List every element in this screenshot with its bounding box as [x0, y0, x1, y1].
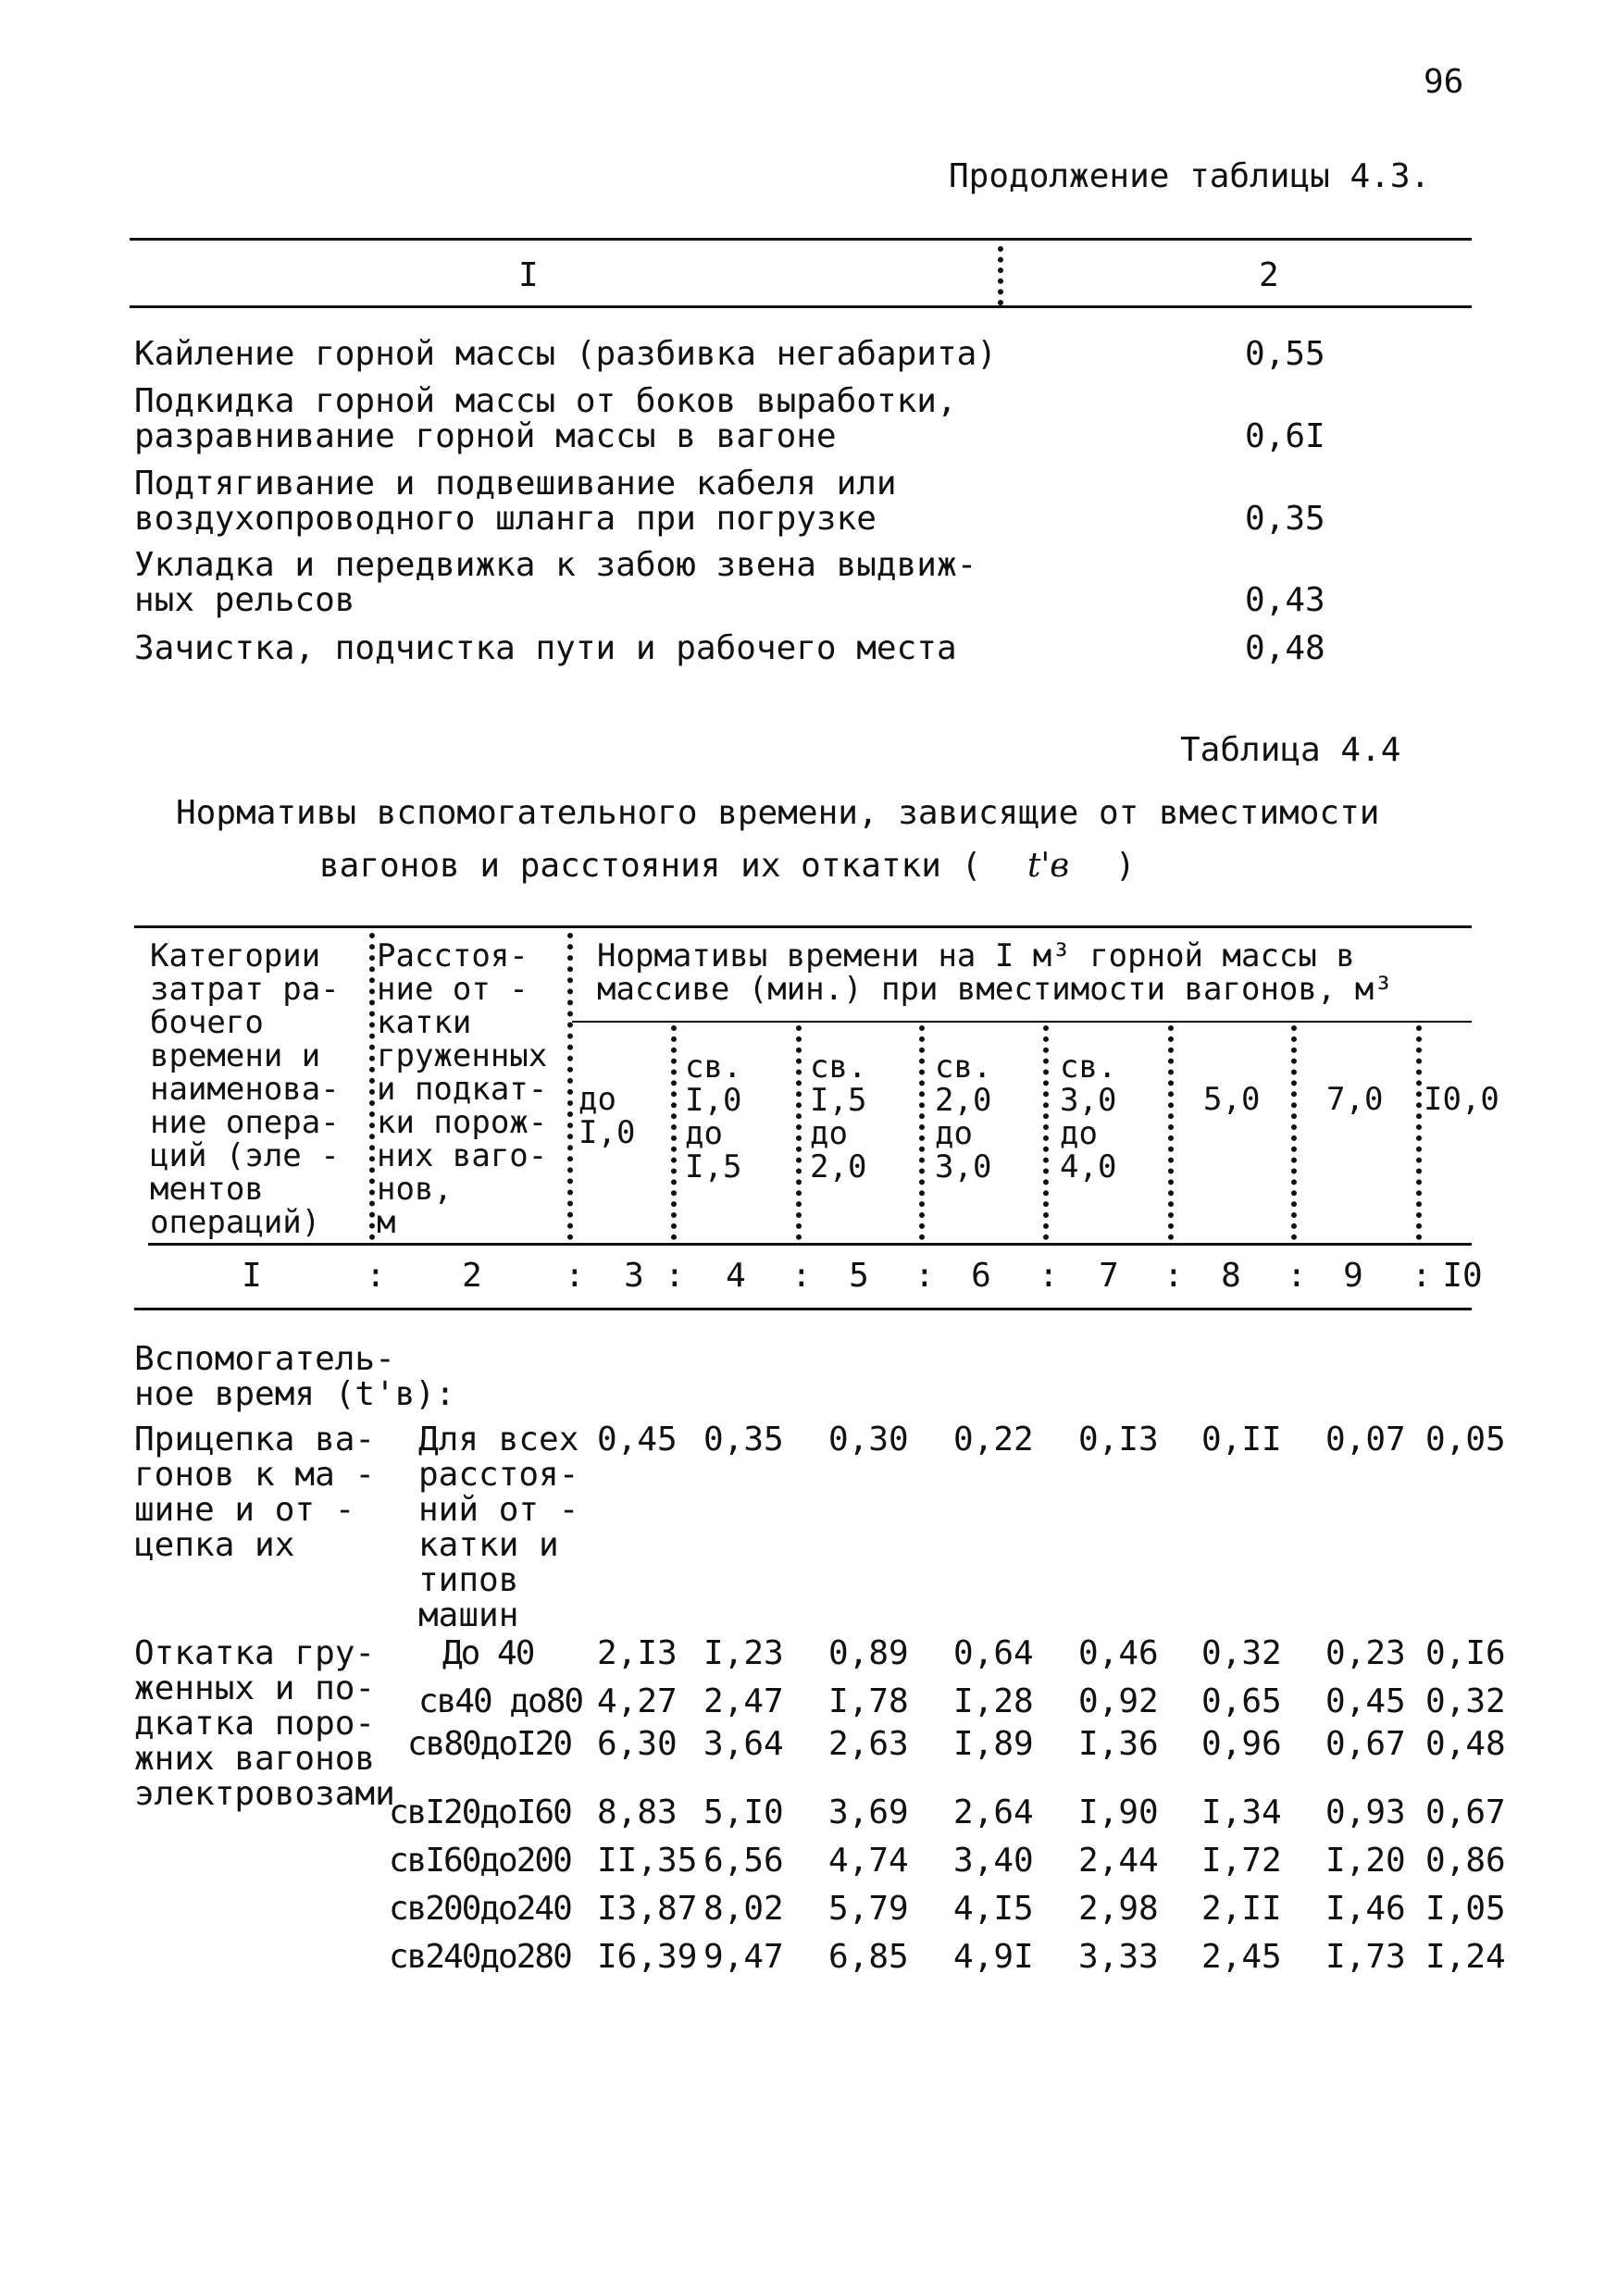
table-cell: 0,67 — [1325, 1725, 1406, 1763]
row-distance: св40 до80 — [418, 1682, 583, 1720]
table43-row-label: Укладка и передвижка к забою звена выдвиж- ных рельсов — [134, 546, 977, 619]
header-divider-7 — [1168, 1025, 1174, 1240]
table-cell: 2,98 — [1078, 1890, 1159, 1928]
table-cell: 4,74 — [828, 1842, 909, 1880]
table-cell: 4,27 — [597, 1682, 678, 1720]
row-distance: св80доI20 — [407, 1725, 572, 1763]
header-capacity-2: св. I,0 до I,5 — [685, 1049, 742, 1185]
table-cell: II,35 — [597, 1842, 698, 1880]
table-cell: 5,79 — [828, 1890, 909, 1928]
table-cell: 0,89 — [828, 1634, 909, 1672]
table-cell: 0,30 — [828, 1421, 909, 1458]
table43-header-col1: I — [518, 256, 539, 294]
table-cell: 0,45 — [1325, 1682, 1406, 1720]
table-cell: I,24 — [1425, 1938, 1506, 1976]
table-cell: I6,39 — [597, 1938, 698, 1976]
colon-separator: : — [1039, 1257, 1059, 1295]
colon-separator: : — [914, 1257, 935, 1295]
title-close: ) — [1114, 847, 1136, 885]
table-cell: 3,33 — [1078, 1938, 1159, 1976]
table-cell: 6,30 — [597, 1725, 678, 1763]
table-cell: 0,96 — [1201, 1725, 1282, 1763]
table-cell: 0,45 — [597, 1421, 678, 1458]
table-cell: 2,63 — [828, 1725, 909, 1763]
table43-row-label: Подтягивание и подвешивание кабеля или воздухопроводного шланга при погрузке — [134, 465, 897, 538]
header-group-rule — [572, 1021, 1472, 1023]
column-number: 2 — [462, 1257, 482, 1295]
page-number: 96 — [1424, 63, 1464, 101]
table-cell: I,73 — [1325, 1938, 1406, 1976]
table-cell: 8,02 — [703, 1890, 784, 1928]
table-cell: 0,32 — [1425, 1682, 1506, 1720]
column-number: 9 — [1343, 1257, 1363, 1295]
table-cell: 0,46 — [1078, 1634, 1159, 1672]
table-cell: 3,40 — [953, 1842, 1034, 1880]
table-cell: I,23 — [703, 1634, 784, 1672]
column-number: 7 — [1099, 1257, 1119, 1295]
table-cell: I,36 — [1078, 1725, 1159, 1763]
column-number: 3 — [624, 1257, 644, 1295]
table-cell: 0,07 — [1325, 1421, 1406, 1458]
table-cell: 0,II — [1201, 1421, 1282, 1458]
table43-header-rule — [130, 305, 1472, 308]
table-cell: I,34 — [1201, 1793, 1282, 1831]
table-cell: 0,23 — [1325, 1634, 1406, 1672]
row-distance: свI20доI60 — [389, 1793, 571, 1831]
table-cell: 8,83 — [597, 1793, 678, 1831]
table-cell: 0,64 — [953, 1634, 1034, 1672]
table-cell: 2,II — [1201, 1890, 1282, 1928]
row-distance: свI60до200 — [389, 1842, 571, 1880]
table43-header-divider — [998, 246, 1003, 305]
table43-row-label: Кайление горной массы (разбивка негабарита) — [134, 335, 997, 373]
table43-header-col2: 2 — [1259, 256, 1279, 294]
header-divider-9 — [1416, 1025, 1422, 1240]
table-cell: 2,64 — [953, 1793, 1034, 1831]
section-label: Вспомогатель- ное время (t'в): — [134, 1340, 455, 1413]
table-cell: I,28 — [953, 1682, 1034, 1720]
header-divider-4 — [796, 1025, 802, 1240]
colon-separator: : — [366, 1257, 386, 1295]
table43-top-rule — [130, 238, 1472, 241]
hitch-label: Прицепка ва- гонов к ма - шине и от - цепка их — [134, 1421, 376, 1564]
table-cell: I,89 — [953, 1725, 1034, 1763]
column-numbers-rule — [134, 1308, 1472, 1310]
column-number: I — [242, 1257, 262, 1295]
column-number: 5 — [849, 1257, 869, 1295]
title-line2-text: вагонов и расстояния их откатки ( — [319, 847, 982, 885]
table-cell: 0,65 — [1201, 1682, 1282, 1720]
title-symbol: t'в — [1026, 847, 1070, 885]
hitch-distance: Для всех расстоя- ний от - катки и типов машин — [418, 1421, 579, 1634]
header-divider-6 — [1043, 1025, 1049, 1240]
header-capacity-group: Нормативы времени на I м³ горной массы в массиве (мин.) при вместимости вагонов, м³ — [597, 937, 1393, 1008]
colon-separator: : — [565, 1257, 585, 1295]
header-divider-1 — [369, 933, 375, 1240]
table-cell: 0,86 — [1425, 1842, 1506, 1880]
table-cell: 4,9I — [953, 1938, 1034, 1976]
row-distance: До 40 — [442, 1634, 534, 1672]
colon-separator: : — [791, 1257, 812, 1295]
table-cell: 6,85 — [828, 1938, 909, 1976]
header-capacity-4: св. 2,0 до 3,0 — [935, 1049, 992, 1185]
table-cell: 0,67 — [1425, 1793, 1506, 1831]
table-cell: 0,35 — [703, 1421, 784, 1458]
table-cell: 2,I3 — [597, 1634, 678, 1672]
table44-title-line2 — [319, 847, 1136, 885]
header-divider-5 — [919, 1025, 925, 1240]
header-capacity-5: св. 3,0 до 4,0 — [1060, 1049, 1117, 1185]
table-cell: 0,32 — [1201, 1634, 1282, 1672]
header-capacity-6: 5,0 — [1203, 1081, 1261, 1118]
column-number: 6 — [971, 1257, 991, 1295]
table-cell: 5,I0 — [703, 1793, 784, 1831]
header-capacity-3: св. I,5 до 2,0 — [810, 1049, 867, 1185]
table-cell: I,72 — [1201, 1842, 1282, 1880]
header-divider-2 — [567, 933, 573, 1240]
column-number: 4 — [726, 1257, 746, 1295]
table-cell: 2,45 — [1201, 1938, 1282, 1976]
table-cell: I,46 — [1325, 1890, 1406, 1928]
table44-top-rule — [134, 925, 1472, 928]
table-cell: 0,I3 — [1078, 1421, 1159, 1458]
table-cell: I,05 — [1425, 1890, 1506, 1928]
header-category: Категории затрат ра- бочего времени и наименова- ние опера- ций (эле - ментов операций) — [150, 937, 340, 1241]
table-cell: I,90 — [1078, 1793, 1159, 1831]
table43-row-value: 0,55 — [1245, 335, 1325, 373]
table-cell: 4,I5 — [953, 1890, 1034, 1928]
table44-title-line1: Нормативы вспомогательного времени, зависящие от вместимости — [176, 794, 1380, 832]
table-cell: 2,44 — [1078, 1842, 1159, 1880]
colon-separator: : — [1163, 1257, 1184, 1295]
colon-separator: : — [665, 1257, 685, 1295]
table-cell: 0,48 — [1425, 1725, 1506, 1763]
table-cell: 0,22 — [953, 1421, 1034, 1458]
row-distance: св200до240 — [389, 1890, 571, 1928]
table-cell: I,78 — [828, 1682, 909, 1720]
header-capacity-1: до I,0 — [578, 1081, 636, 1151]
table-cell: 0,92 — [1078, 1682, 1159, 1720]
column-number: I0 — [1442, 1257, 1483, 1295]
table-cell: I,20 — [1325, 1842, 1406, 1880]
header-bottom-rule — [148, 1243, 1472, 1246]
continuation-title: Продолжение таблицы 4.3. — [949, 157, 1431, 195]
row-distance: св240до280 — [389, 1938, 571, 1976]
header-divider-8 — [1291, 1025, 1297, 1240]
header-capacity-7: 7,0 — [1326, 1081, 1384, 1118]
table-cell: 2,47 — [703, 1682, 784, 1720]
haulage-label: Откатка гру- женных и по- дкатка поро- жних вагонов электровозами — [134, 1634, 395, 1813]
table-cell: 9,47 — [703, 1938, 784, 1976]
header-distance: Расстоя- ние от - катки груженных и подкат- ки порож- них ваго- нов, м — [377, 937, 548, 1241]
table43-row-value: 0,43 — [1245, 581, 1325, 619]
table43-row-value: 0,35 — [1245, 500, 1325, 538]
colon-separator: : — [1412, 1257, 1432, 1295]
colon-separator: : — [1287, 1257, 1307, 1295]
table43-row-value: 0,48 — [1245, 629, 1325, 667]
table-cell: 3,64 — [703, 1725, 784, 1763]
table-cell: 0,05 — [1425, 1421, 1506, 1458]
table-cell: I3,87 — [597, 1890, 698, 1928]
column-number: 8 — [1221, 1257, 1241, 1295]
table43-row-label: Зачистка, подчистка пути и рабочего места — [134, 629, 957, 667]
header-capacity-8: I0,0 — [1424, 1081, 1499, 1118]
table-cell: 6,56 — [703, 1842, 784, 1880]
table43-row-label: Подкидка горной массы от боков выработки, разравнивание горной массы в вагоне — [134, 382, 957, 455]
table43-row-value: 0,6I — [1245, 417, 1325, 455]
table44-label: Таблица 4.4 — [1180, 731, 1401, 769]
table-cell: 3,69 — [828, 1793, 909, 1831]
header-divider-3 — [671, 1025, 677, 1240]
table-cell: 0,93 — [1325, 1793, 1406, 1831]
table-cell: 0,I6 — [1425, 1634, 1506, 1672]
